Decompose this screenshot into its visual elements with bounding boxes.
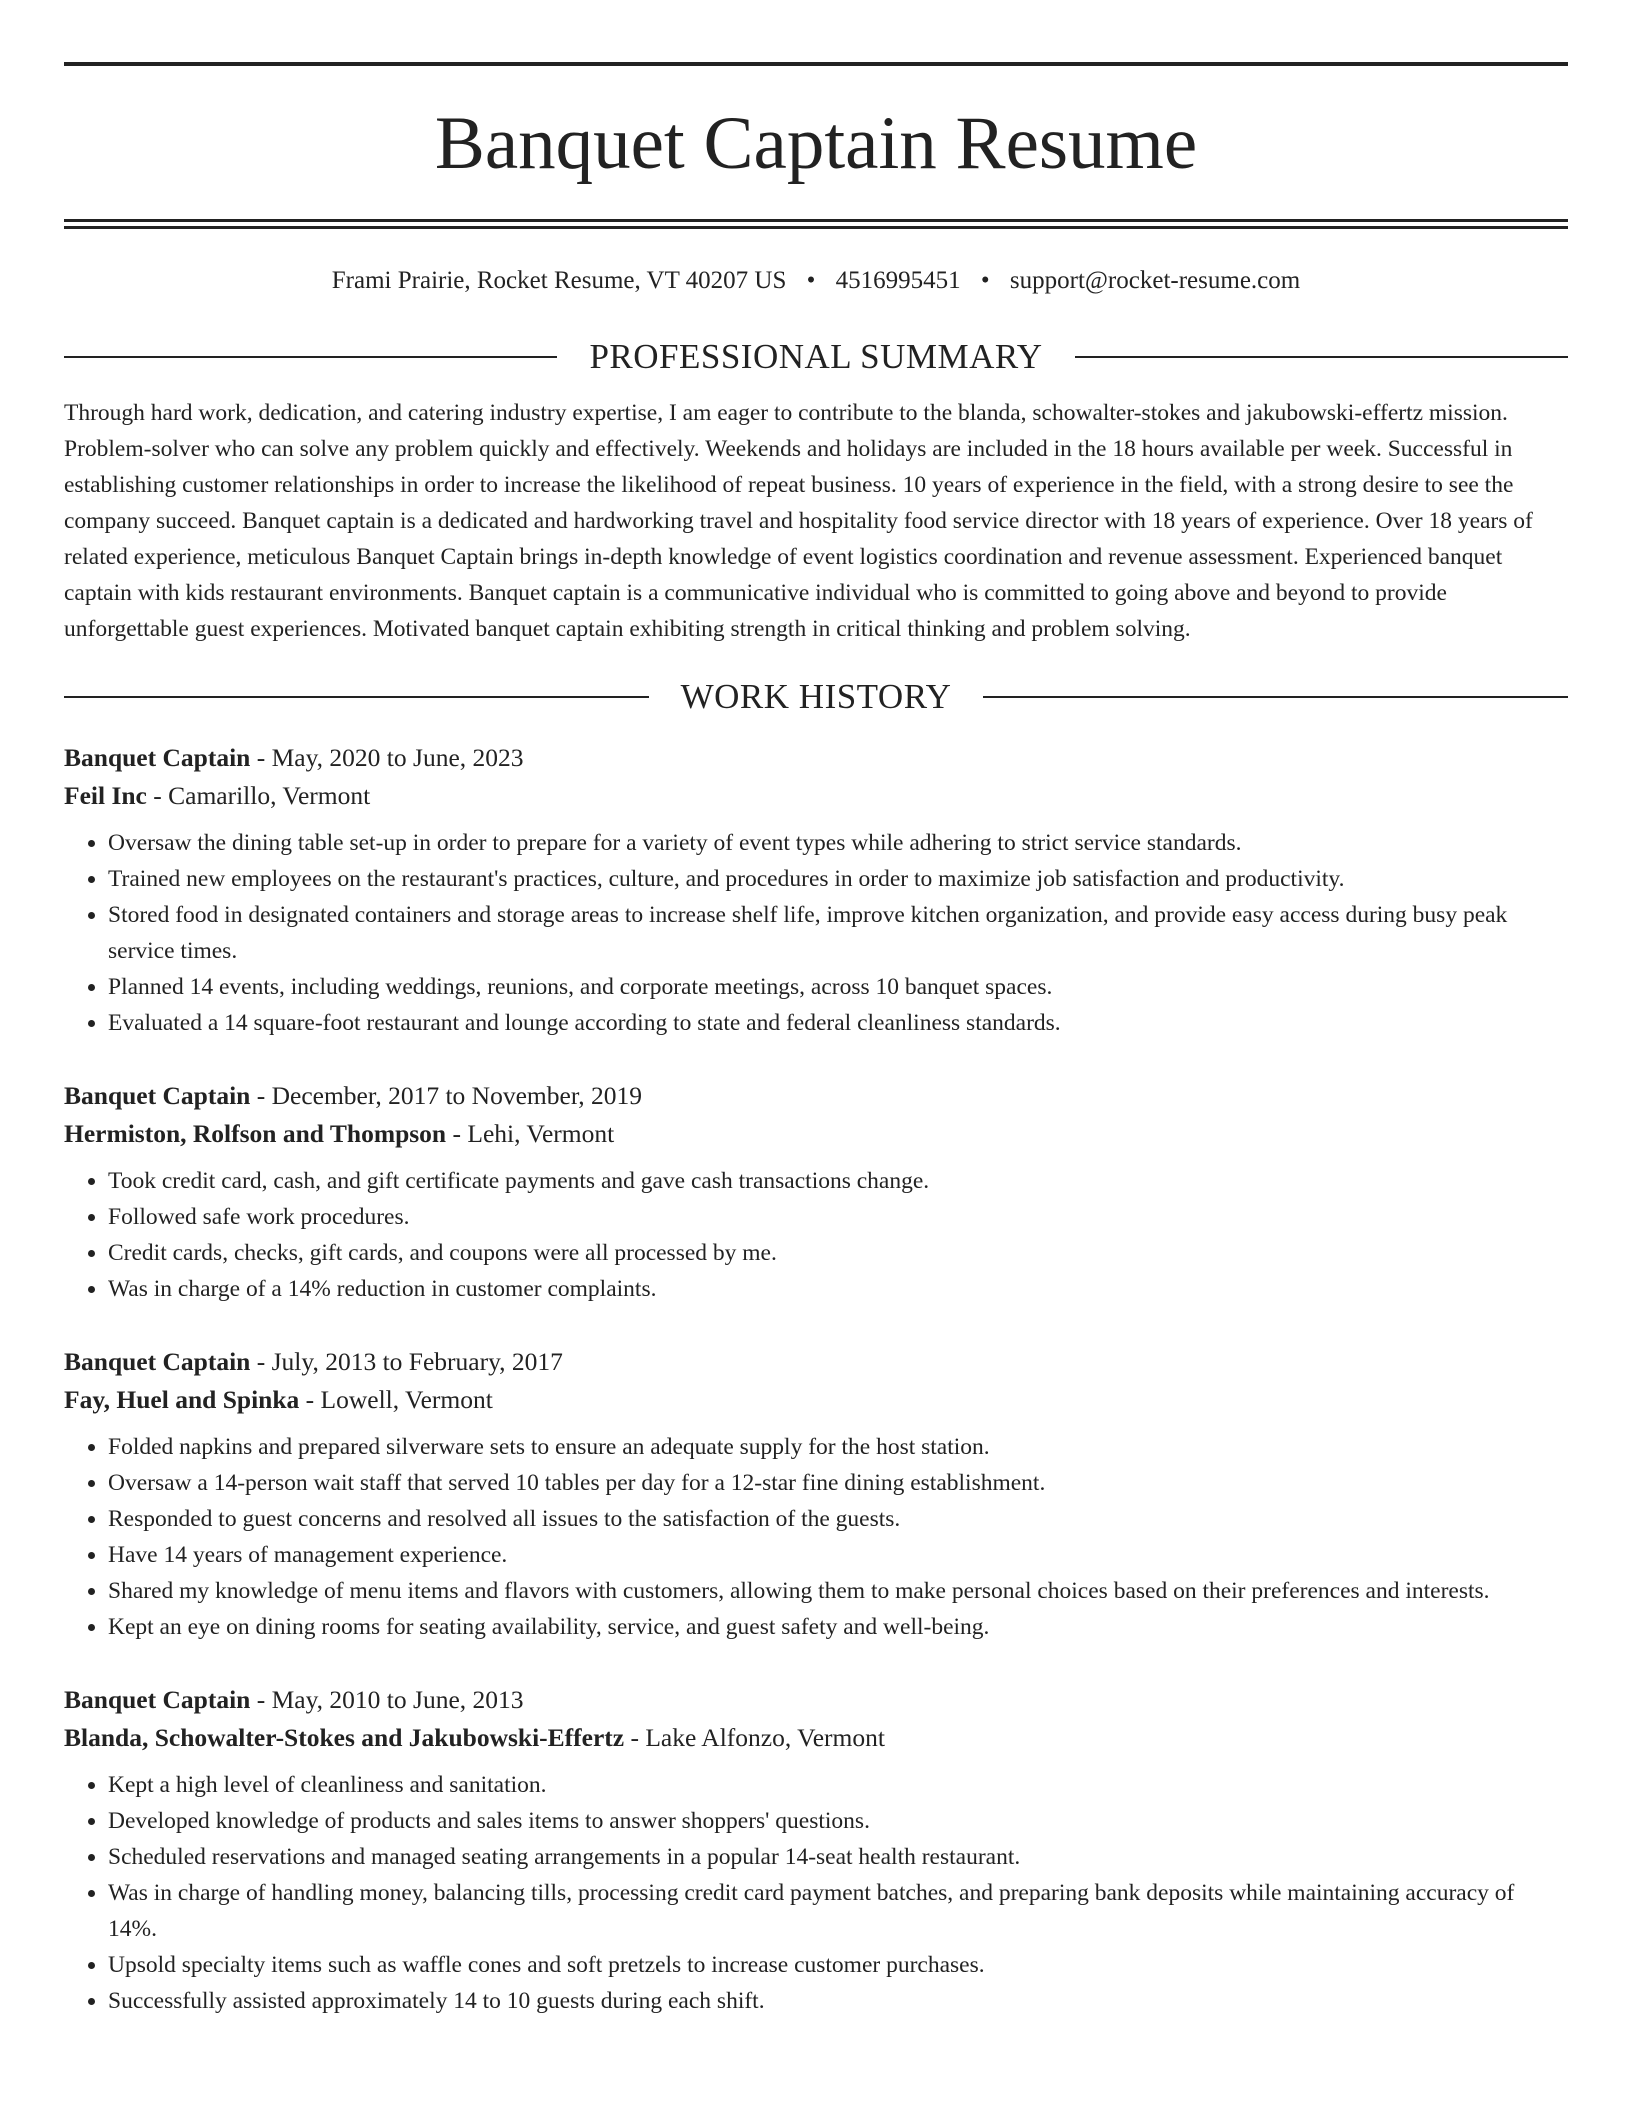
- work-heading: WORK HISTORY: [680, 677, 952, 716]
- job-title: Banquet Captain: [64, 743, 251, 772]
- professional-summary: Through hard work, dedication, and catering industry expertise, I am eager to contribute to the blanda, schowalter-stokes and jakubowski-effertz mission. Problem-solver who can solve any problem quickly and effectively. Weekends and holidays are included in the 18 hours available per week. Successful in establishing customer relationships in order to increase the likelihood of repeat business. 10 years of experience in the field, with a strong desire to see the company succeed. Banquet captain is a dedicated and hardworking travel and hospitality food service director with 18 years of experience. Over 18 years of related experience, meticulous Banquet Captain brings in-depth knowledge of event logistics coordination and revenue assessment. Experienced banquet captain with kids restaurant environments. Banquet captain is a communicative individual who is committed to going above and beyond to provide unforgettable guest experiences. Motivated banquet captain exhibiting strength in critical thinking and problem solving.: [64, 400, 1533, 642]
- job-entry: [64, 1077, 1568, 1307]
- job-company: Feil Inc: [64, 781, 147, 810]
- job-entry: [64, 1681, 1568, 2019]
- contact-line: [64, 267, 1568, 295]
- job-location: - Camarillo, Vermont: [146, 781, 371, 810]
- list-item: • Have 14 years of management experience.: [108, 1537, 1568, 1573]
- list-item: • Oversaw a 14-person wait staff that served 10 tables per day for a 12-star fine dining establishment.: [108, 1465, 1568, 1501]
- contact-separator: •: [980, 267, 990, 294]
- contact-email: support@rocket-resume.com: [1009, 267, 1301, 294]
- list-item: • Took credit card, cash, and gift certificate payments and gave cash transactions change.: [108, 1163, 1568, 1199]
- resume-title: Banquet Captain Resume: [434, 102, 1198, 185]
- job-entry: [64, 739, 1568, 1041]
- contact-phone: 4516995451: [835, 267, 961, 294]
- job-duties-list: [64, 1767, 1568, 2019]
- list-item: • Followed safe work procedures.: [108, 1199, 1568, 1235]
- job-title: Banquet Captain: [64, 1685, 251, 1714]
- job-company: Hermiston, Rolfson and Thompson: [64, 1119, 447, 1148]
- heading-rule-right: [1075, 356, 1568, 358]
- top-rule: [64, 62, 1568, 66]
- list-item: • Oversaw the dining table set-up in order to prepare for a variety of event types while adhering to strict service standards.: [108, 825, 1568, 861]
- job-dates: - May, 2020 to June, 2023: [250, 743, 524, 772]
- job-company: Fay, Huel and Spinka: [64, 1385, 300, 1414]
- list-item: • Planned 14 events, including weddings, reunions, and corporate meetings, across 10 banquet spaces.: [108, 969, 1568, 1005]
- job-entry: [64, 1343, 1568, 1645]
- list-item: • Evaluated a 14 square-foot restaurant and lounge according to state and federal cleanliness standards.: [108, 1005, 1568, 1041]
- job-dates: - July, 2013 to February, 2017: [250, 1347, 563, 1376]
- list-item: • Scheduled reservations and managed seating arrangements in a popular 14-seat health restaurant.: [108, 1839, 1568, 1875]
- job-title-line: [64, 1681, 1568, 1719]
- work-history-list: [64, 739, 1568, 2019]
- job-location: - Lake Alfonzo, Vermont: [624, 1723, 885, 1752]
- job-title-line: [64, 1077, 1568, 1115]
- list-item: • Responded to guest concerns and resolved all issues to the satisfaction of the guests.: [108, 1501, 1568, 1537]
- contact-address: Frami Prairie, Rocket Resume, VT 40207 US: [331, 267, 787, 294]
- heading-rule-left: [64, 356, 557, 358]
- list-item: • Was in charge of a 14% reduction in customer complaints.: [108, 1271, 1568, 1307]
- job-location: - Lehi, Vermont: [446, 1119, 615, 1148]
- list-item: • Developed knowledge of products and sales items to answer shoppers' questions.: [108, 1803, 1568, 1839]
- job-title-line: [64, 1343, 1568, 1381]
- job-location: - Lowell, Vermont: [299, 1385, 493, 1414]
- list-item: • Trained new employees on the restaurant's practices, culture, and procedures in order to maximize job satisfaction and productivity.: [108, 861, 1568, 897]
- job-company-line: [64, 1719, 1568, 1757]
- job-title: Banquet Captain: [64, 1347, 251, 1376]
- title-double-rule: [64, 219, 1568, 229]
- job-company-line: [64, 1115, 1568, 1153]
- heading-rule-left: [64, 696, 649, 698]
- summary-section-heading: [64, 337, 1568, 377]
- list-item: • Was in charge of handling money, balancing tills, processing credit card payment batches, and preparing bank deposits while maintaining accuracy of 14%.: [108, 1875, 1568, 1947]
- list-item: • Stored food in designated containers and storage areas to increase shelf life, improve kitchen organization, and provide easy access during busy peak service times.: [108, 897, 1568, 969]
- list-item: • Kept a high level of cleanliness and sanitation.: [108, 1767, 1568, 1803]
- job-dates: - May, 2010 to June, 2013: [250, 1685, 524, 1714]
- job-dates: - December, 2017 to November, 2019: [250, 1081, 643, 1110]
- job-company-line: [64, 777, 1568, 815]
- work-section-heading: [64, 677, 1568, 717]
- contact-separator: •: [806, 267, 816, 294]
- job-title-line: [64, 739, 1568, 777]
- summary-heading: PROFESSIONAL SUMMARY: [589, 337, 1043, 376]
- list-item: • Credit cards, checks, gift cards, and coupons were all processed by me.: [108, 1235, 1568, 1271]
- job-title: Banquet Captain: [64, 1081, 251, 1110]
- list-item: • Folded napkins and prepared silverware sets to ensure an adequate supply for the host station.: [108, 1429, 1568, 1465]
- list-item: • Upsold specialty items such as waffle cones and soft pretzels to increase customer purchases.: [108, 1947, 1568, 1983]
- list-item: • Kept an eye on dining rooms for seating availability, service, and guest safety and well-being.: [108, 1609, 1568, 1645]
- job-company: Blanda, Schowalter-Stokes and Jakubowski-Effertz: [64, 1723, 625, 1752]
- job-duties-list: [64, 1163, 1568, 1307]
- list-item: • Shared my knowledge of menu items and flavors with customers, allowing them to make personal choices based on their preferences and interests.: [108, 1573, 1568, 1609]
- heading-rule-right: [983, 696, 1568, 698]
- list-item: • Successfully assisted approximately 14 to 10 guests during each shift.: [108, 1983, 1568, 2019]
- job-company-line: [64, 1381, 1568, 1419]
- job-duties-list: [64, 1429, 1568, 1645]
- job-duties-list: [64, 825, 1568, 1041]
